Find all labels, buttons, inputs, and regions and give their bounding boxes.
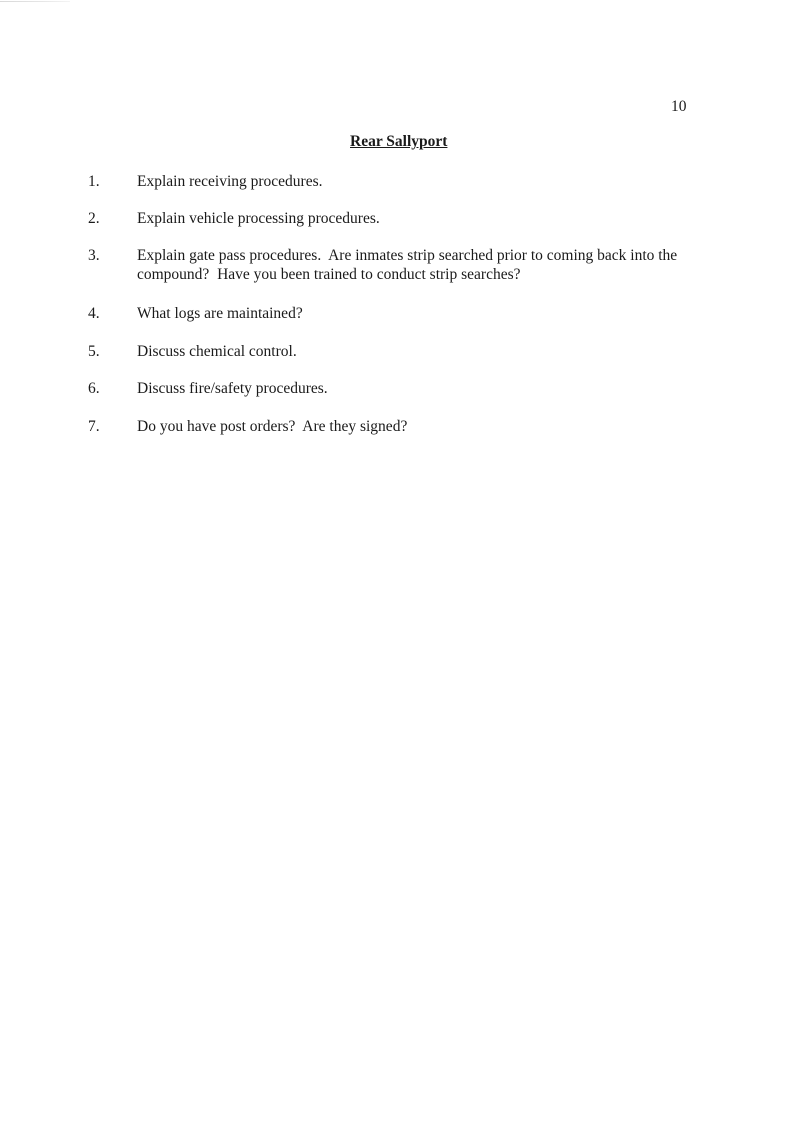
item-text: Explain receiving procedures. [137,173,323,190]
item-number: 7. [88,418,100,435]
item-text: What logs are maintained? [137,305,303,322]
item-number: 2. [88,210,100,227]
item-number: 4. [88,305,100,322]
item-number: 1. [88,173,100,190]
section-title: Rear Sallyport [350,133,448,150]
item-text: Explain vehicle processing procedures. [137,210,380,227]
item-text: Discuss fire/safety procedures. [137,380,328,397]
item-text: Explain gate pass procedures. Are inmates strip searched prior to coming back into the compound? Have you been trained to conduct strip searches? [137,247,682,283]
scan-artifact-line [0,1,70,2]
item-number: 3. [88,247,100,264]
item-number: 5. [88,343,100,360]
item-text: Discuss chemical control. [137,343,297,360]
page-number: 10 [671,98,687,115]
item-number: 6. [88,380,100,397]
item-text: Do you have post orders? Are they signed? [137,418,408,435]
